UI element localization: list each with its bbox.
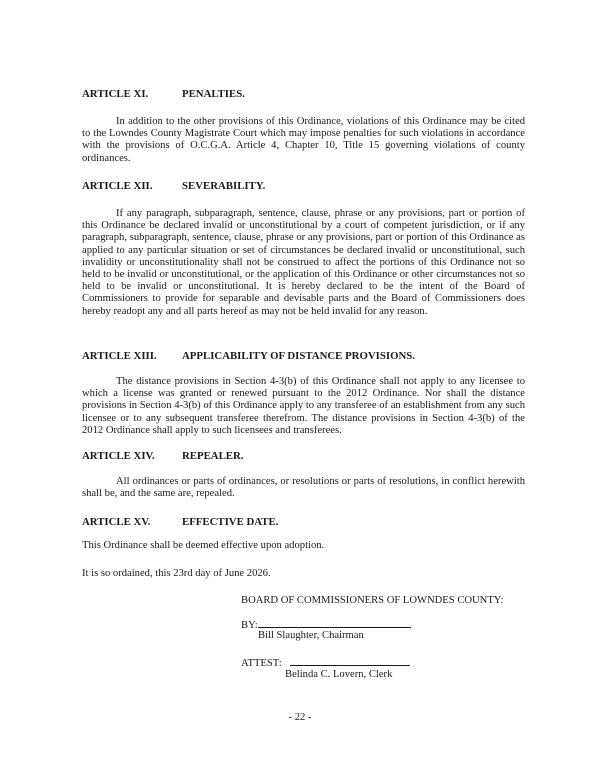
article-xi-heading: [82, 88, 245, 100]
article-xiii-body-block: [82, 376, 525, 437]
by-label: BY:: [241, 620, 258, 631]
by-signature-rule: [258, 618, 411, 628]
article-number: ARTICLE XIII.: [82, 350, 157, 362]
article-number: ARTICLE XV.: [82, 516, 151, 528]
article-xv-body: This Ordinance shall be deemed effective upon adoption.: [82, 540, 325, 551]
by-name: Bill Slaughter, Chairman: [258, 630, 364, 641]
article-xv-heading: [82, 516, 278, 528]
article-title: PENALTIES.: [182, 88, 245, 100]
attest-name: Belinda C. Lovern, Clerk: [285, 669, 393, 680]
article-xiii-body: The distance provisions in Section 4-3(b) of this Ordinance shall not apply to any licensee to which a license was granted or renewed pursuant to the 2012 Ordinance. Nor shall the distance provisions in Section 4-3(b) of this Ordinance apply to any transferee of an establishment from any such licensee or to any subsequent transferee therefrom. The distance provisions in Section 4-3(b) of the 2012 Ordinance shall apply to such licensees and transferees.: [82, 376, 525, 436]
article-number: ARTICLE XIV.: [82, 450, 155, 462]
article-xii-heading: [82, 180, 265, 192]
article-xii-body: If any paragraph, subparagraph, sentence, clause, phrase or any provisions, part or portion of this Ordinance be declared invalid or unconstitutional by a court of competent jurisdiction, or if any paragraph, subparagraph, sentence, clause, phrase or any provisions, part or portion of this Ordinance as applied to any particular situation or set of circumstances be declared invalid or unconstitutional, such invalidity or unconstitutionality shall not be construed to affect the portions of this Ordinance not so held to be invalid or unconstitutional, or the application of this Ordinance or other circumstances not so held to be invalid or unconstitutional. It is hereby declared to be the intent of the Board of Commissioners to provide for separable and devisable parts and the Board of Commissioners does hereby readopt any and all parts hereof as may not be held invalid for any reason.: [82, 208, 525, 317]
article-title: REPEALER.: [182, 450, 244, 462]
article-xiv-body: All ordinances or parts of ordinances, or resolutions or parts of resolutions, in conflict herewith shall be, and the same are, repealed.: [82, 476, 525, 500]
article-xii-body-block: [82, 208, 525, 318]
article-xi-body: In addition to the other provisions of this Ordinance, violations of this Ordinance may be cited to the Lowndes County Magistrate Court which may impose penalties for such violations in accordance with the provisions of O.C.G.A. Article 4, Chapter 10, Title 15 governing violations of county ordinances.: [82, 116, 525, 164]
article-title: APPLICABILITY OF DISTANCE PROVISIONS.: [182, 350, 415, 362]
ordained-statement: It is so ordained, this 23rd day of June 2026.: [82, 568, 271, 579]
page-number: - 22 -: [288, 712, 312, 723]
article-number: ARTICLE XII.: [82, 180, 153, 192]
article-xi-body-block: [82, 116, 525, 165]
article-title: SEVERABILITY.: [182, 180, 266, 192]
board-name: BOARD OF COMMISSIONERS OF LOWNDES COUNTY:: [241, 595, 504, 606]
article-xiii-heading: [82, 350, 415, 362]
attest-signature-line: [241, 656, 410, 670]
article-title: EFFECTIVE DATE.: [182, 516, 279, 528]
article-xiv-body-block: [82, 476, 525, 500]
attest-label: ATTEST:: [241, 658, 282, 669]
article-number: ARTICLE XI.: [82, 88, 149, 100]
article-xiv-heading: [82, 450, 244, 462]
attest-signature-rule: [290, 656, 410, 666]
